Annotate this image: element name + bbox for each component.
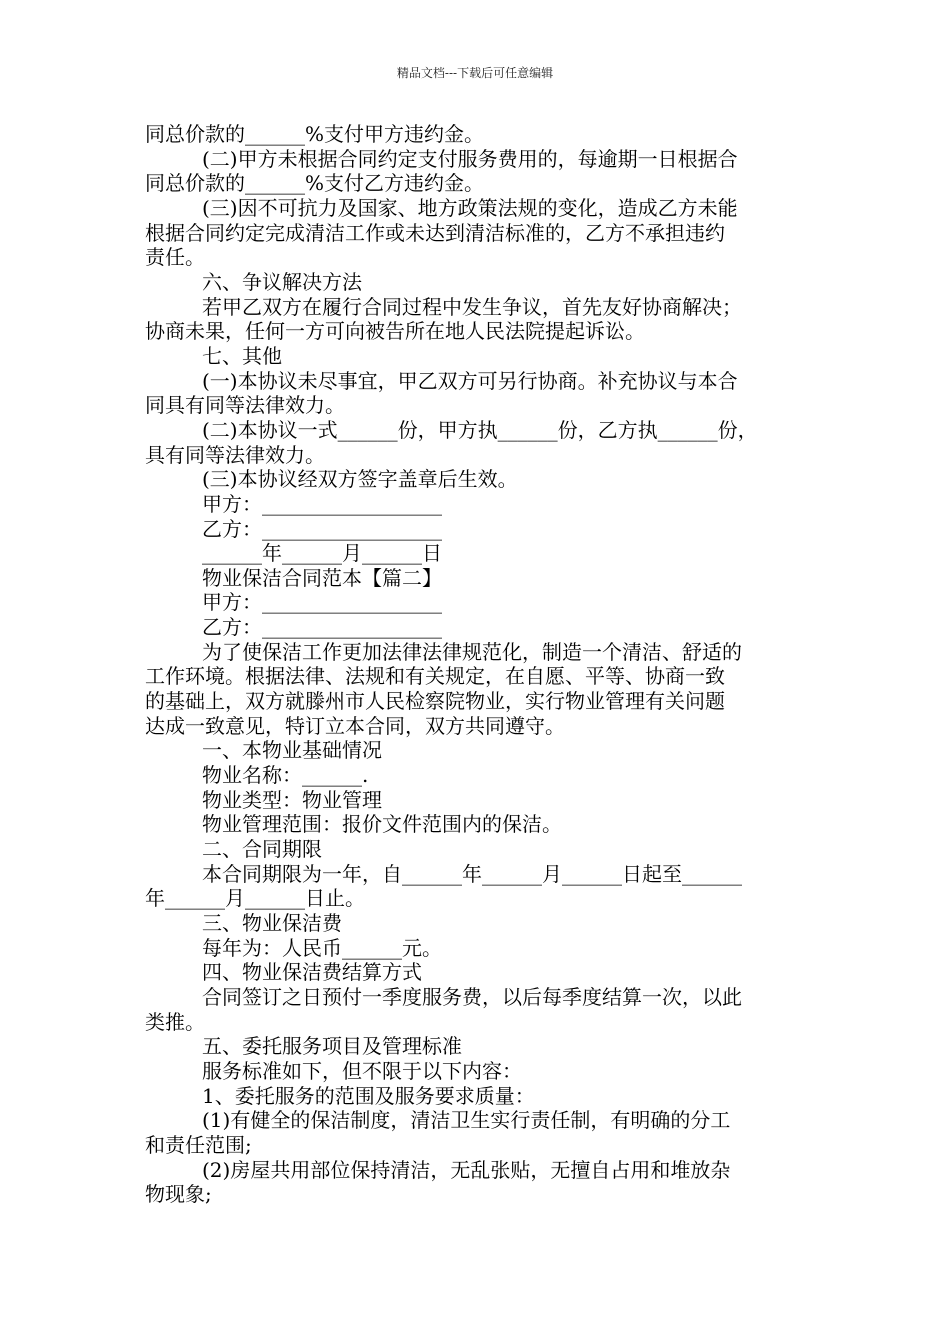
text-line: 物业类型：物业管理 [202,787,382,812]
text-line: 二、合同期限 [202,837,322,862]
text-line: 服务标准如下，但不限于以下内容： [202,1058,522,1083]
text-line: 类推。 [145,1009,205,1034]
text-line: 1、委托服务的范围及服务要求质量： [202,1083,535,1108]
text-line: 甲方：__________________ [202,491,442,516]
text-line: (1)有健全的保洁制度，清洁卫生实行责任制，有明确的分工 [202,1108,731,1133]
text-line: 甲方：__________________ [202,590,442,615]
text-line: 合同签订之日预付一季度服务费，以后每季度结算一次，以此 [202,984,742,1009]
text-line: 四、物业保洁费结算方式 [202,960,422,985]
text-line: 的基础上，双方就滕州市人民检察院物业，实行物业管理有关问题 [145,689,725,714]
text-line: (一)本协议未尽事宜，甲乙双方可另行协商。补充协议与本合 [202,368,738,393]
text-line: 五、委托服务项目及管理标准 [202,1034,462,1059]
text-line: 乙方：__________________ [202,516,442,541]
text-line: 物业保洁合同范本【篇二】 [202,565,442,590]
text-line: 物现象; [145,1182,212,1207]
text-line: 六、争议解决方法 [202,269,362,294]
text-line: 同具有同等法律效力。 [145,393,345,418]
text-line: 三、物业保洁费 [202,911,342,935]
text-line: 一、本物业基础情况 [202,738,382,763]
text-line: 本合同期限为一年，自______年______月______日起至______ [202,861,742,886]
text-line: 同总价款的______%支付甲方违约金。 [145,122,485,146]
text-line: (2)房屋共用部位保持清洁，无乱张贴，无擅自占用和堆放杂 [202,1157,731,1182]
document-body [145,122,813,1207]
text-line: 责任。 [145,245,205,270]
text-line: 同总价款的______%支付乙方违约金。 [145,171,485,196]
text-line: (二)甲方未根据合同约定支付服务费用的，每逾期一日根据合 [202,146,738,171]
text-line: ______年______月______日 [202,541,442,566]
text-line: 协商未果，任何一方可向被告所在地人民法院提起诉讼。 [145,319,645,344]
text-line: (三)因不可抗力及国家、地方政策法规的变化，造成乙方未能 [202,195,738,220]
text-line: 达成一致意见，特订立本合同，双方共同遵守。 [145,713,565,738]
text-line: (三)本协议经双方签字盖章后生效。 [202,467,518,492]
text-line: 若甲乙双方在履行合同过程中发生争议，首先友好协商解决； [202,294,742,319]
text-line: 乙方：__________________ [202,615,442,640]
text-line: 每年为：人民币______元。 [202,935,442,960]
text-line: 物业管理范围：报价文件范围内的保洁。 [202,812,562,837]
text-line: 为了使保洁工作更加法律法律规范化，制造一个清洁、舒适的 [202,639,742,664]
text-line: 七、其他 [202,343,282,368]
text-line: 根据合同约定完成清洁工作或未达到清洁标准的，乙方不承担违约 [145,220,725,245]
text-line: 和责任范围; [145,1132,252,1157]
text-line: 物业名称：______. [202,763,369,788]
page-header: 精品文档---下载后可任意编辑 [396,66,554,80]
text-line: 年______月______日止。 [145,886,365,911]
text-line: 工作环境。根据法律、法规和有关规定，在自愿、平等、协商一致 [145,664,725,689]
text-line: 具有同等法律效力。 [145,442,325,467]
text-line: (二)本协议一式______份，甲方执______份，乙方执______份， [202,417,758,442]
